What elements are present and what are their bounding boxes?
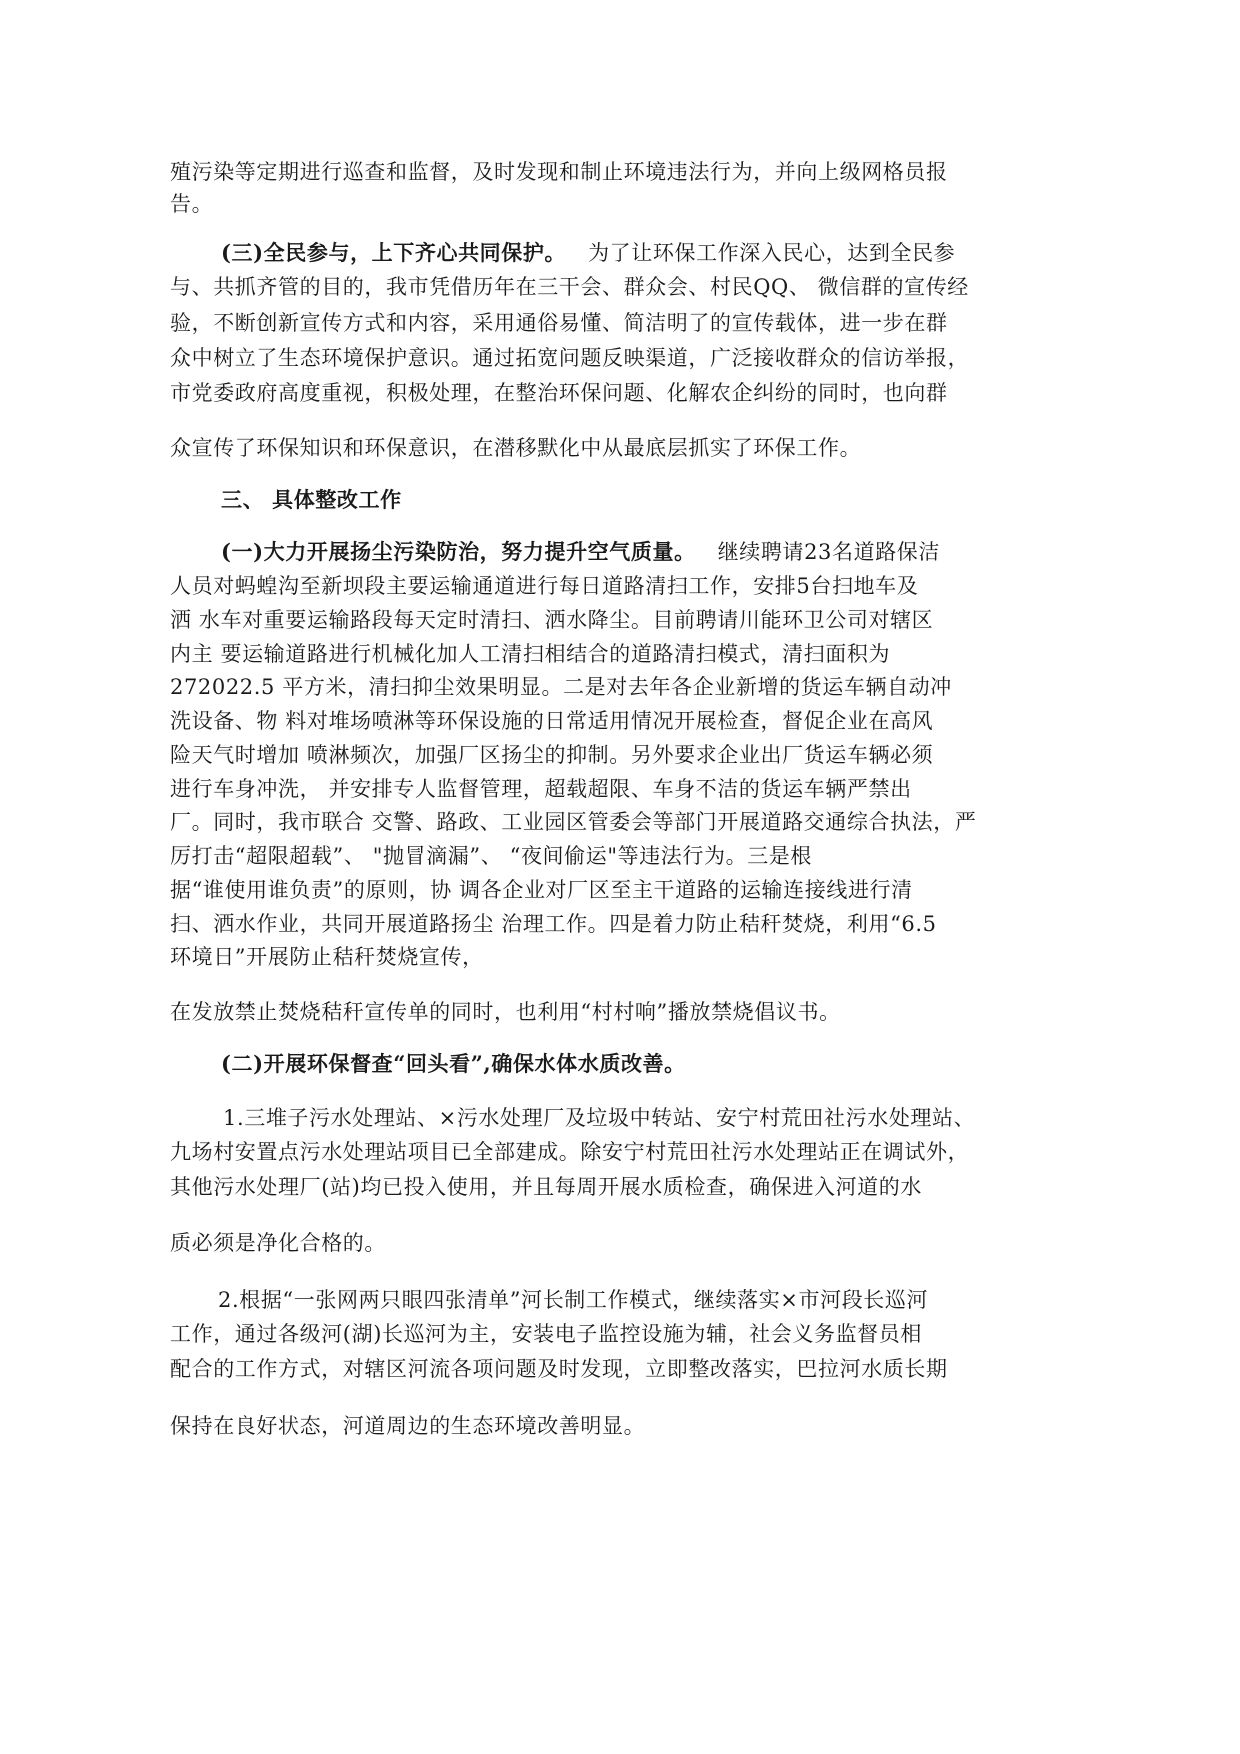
- paragraph-line: 进行车身冲洗， 并安排专人监督管理，超载超限、车身不洁的货运车辆严禁出: [170, 777, 912, 801]
- paragraph-line: 九场村安置点污水处理站项目已全部建成。除安宁村荒田社污水处理站正在调试外，: [170, 1140, 970, 1164]
- paragraph-line: 质必须是净化合格的。: [170, 1231, 386, 1255]
- paragraph-line: 险天气时增加 喷淋频次，加强厂区扬尘的抑制。另外要求企业出厂货运车辆必须: [170, 743, 934, 767]
- paragraph-line: 洒 水车对重要运输路段每天定时清扫、洒水降尘。目前聘请川能环卫公司对辖区: [170, 608, 934, 632]
- paragraph-line: 配合的工作方式，对辖区河流各项问题及时发现，立即整改落实，巴拉河水质长期: [170, 1357, 948, 1381]
- paragraph-line: 在发放禁止焚烧秸秆宣传单的同时，也利用“村村响”播放禁烧倡议书。: [170, 1000, 841, 1024]
- paragraph-line: 扫、洒水作业，共同开展道路扬尘 治理工作。四是着力防止秸秆焚烧，利用“6.5: [170, 912, 937, 936]
- paragraph-line: 1.三堆子污水处理站、×污水处理厂及垃圾中转站、安宁村荒田社污水处理站、: [223, 1106, 976, 1130]
- paragraph-line: 众中树立了生态环境保护意识。通过拓宽问题反映渠道，广泛接收群众的信访举报，: [170, 346, 970, 370]
- paragraph-line: 272022.5 平方米，清扫抑尘效果明显。二是对去年各企业新增的货运车辆自动冲: [170, 675, 952, 699]
- paragraph-text: 继续聘请23名道路保洁: [717, 540, 940, 564]
- paragraph-line: 内主 要运输道路进行机械化加人工清扫相结合的道路清扫模式，清扫面积为: [170, 642, 891, 666]
- paragraph-line: 厉打击“超限超载”、 "抛冒滴漏”、 “夜间偷运"等违法行为。三是根: [170, 844, 813, 868]
- paragraph-line: 众宣传了环保知识和环保意识，在潜移默化中从最底层抓实了环保工作。: [170, 436, 862, 460]
- paragraph-line: 验，不断创新宣传方式和内容，采用通俗易懂、简洁明了的宣传载体，进一步在群: [170, 311, 948, 335]
- paragraph-line: 工作，通过各级河(湖)长巡河为主，安装电子监控设施为辅，社会义务监督员相: [170, 1322, 922, 1346]
- paragraph-line: 2.根据“一张网两只眼四张清单”河长制工作模式，继续落实×市河段长巡河: [218, 1288, 929, 1312]
- paragraph-line: 环境日”开展防止秸秆焚烧宣传，: [170, 945, 484, 969]
- section-heading-1: (一)大力开展扬尘污染防治，努力提升空气质量。: [221, 539, 696, 564]
- paragraph-line: 与、共抓齐管的目的，我市凭借历年在三干会、群众会、村民QQ、 微信群的宣传经: [170, 275, 969, 299]
- paragraph-line: 保持在良好状态，河道周边的生态环境改善明显。: [170, 1414, 646, 1438]
- section-heading-2: (二)开展环保督查“回头看”,确保水体水质改善。: [221, 1051, 686, 1076]
- section-heading-3: (三)全民参与，上下齐心共同保护。: [221, 240, 567, 265]
- paragraph-line: 据“谁使用谁负责”的原则，协 调各企业对厂区至主干道路的运输连接线进行清: [170, 878, 913, 902]
- paragraph-text: 为了让环保工作深入民心，达到全民参: [588, 241, 956, 265]
- paragraph-line: 人员对蚂蝗沟至新坝段主要运输通道进行每日道路清扫工作，安排5台扫地车及: [170, 574, 919, 598]
- paragraph-line: 其他污水处理厂(站)均已投入使用，并且每周开展水质检查，确保进入河道的水: [170, 1175, 922, 1199]
- paragraph-line: 洗设备、物 料对堆场喷淋等环保设施的日常适用情况开展检查，督促企业在高风: [170, 709, 934, 733]
- paragraph-line: 市党委政府高度重视，积极处理，在整治环保问题、化解农企纠纷的同时，也向群: [170, 381, 948, 405]
- section-title: 三、 具体整改工作: [221, 487, 402, 512]
- paragraph-line: 告。: [170, 192, 214, 216]
- paragraph-line: 厂。同时，我市联合 交警、路政、工业园区管委会等部门开展道路交通综合执法，严: [170, 810, 977, 834]
- paragraph-line: [221, 239, 955, 267]
- paragraph-line: [221, 538, 940, 566]
- paragraph-line: 殖污染等定期进行巡查和监督，及时发现和制止环境违法行为，并向上级网格员报: [170, 160, 948, 184]
